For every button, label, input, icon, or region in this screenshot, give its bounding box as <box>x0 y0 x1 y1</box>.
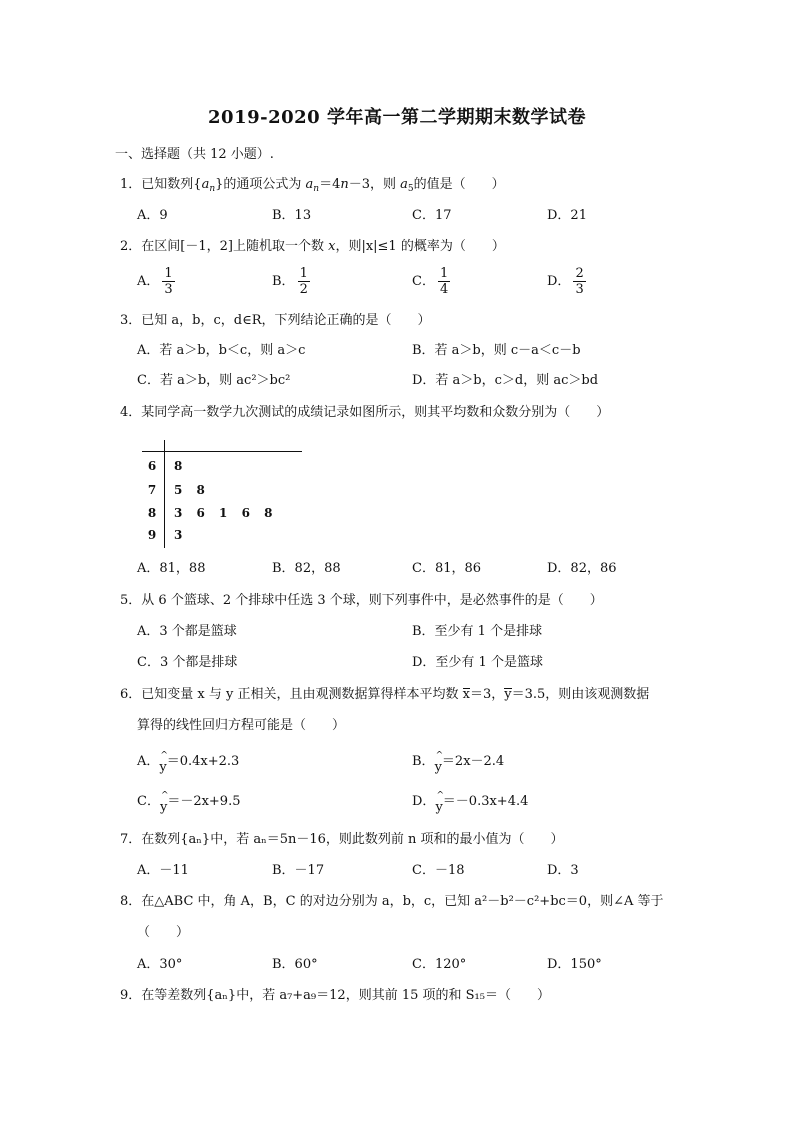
q2-option-d[interactable]: D． $\frac{2}{3}$ <box>547 266 584 297</box>
q3-option-c[interactable]: C．若 a＞b，则 ac²＞bc² <box>137 373 291 388</box>
y-bar: y <box>504 687 512 702</box>
q1-option-c[interactable]: C．17 <box>412 208 452 223</box>
q5-option-a[interactable]: A．3 个都是篮球 <box>137 624 237 639</box>
section-heading: 一、选择题（共 12 小题）. <box>115 147 274 162</box>
q1-option-b[interactable]: B．13 <box>272 208 312 223</box>
fraction: $\frac{1}{4}$ <box>439 266 449 297</box>
q7-option-a[interactable]: A．－11 <box>137 863 189 878</box>
q4-option-d[interactable]: D．82，86 <box>547 561 617 576</box>
question-number: 9． <box>120 988 142 1003</box>
question-9: 9．在等差数列{aₙ}中，若 a₇+a₉＝12，则其前 15 项的和 S₁₅＝（ ） <box>120 988 550 1003</box>
question-2: 2．在区间[－1，2]上随机取一个数 x，则|x|≤1 的概率为（ ） <box>120 239 505 254</box>
question-number: 5． <box>120 593 142 608</box>
question-3: 3．已知 a，b，c，d∈R，下列结论正确的是（ ） <box>120 313 431 328</box>
question-7: 7．在数列{aₙ}中，若 aₙ＝5n－16，则此数列前 n 项和的最小值为（ ） <box>120 832 564 847</box>
q8-option-d[interactable]: D．150° <box>547 957 602 972</box>
question-number: 1． <box>120 177 142 192</box>
plot-vertical-rule <box>164 440 165 548</box>
stem-and-leaf-plot: 6 8 7 5 8 8 3 6 1 6 8 9 3 <box>140 440 310 550</box>
q6-option-c[interactable]: C．^ y＝－2x+9.5 <box>137 792 240 812</box>
x-bar: x <box>462 687 470 702</box>
q8-option-c[interactable]: C．120° <box>412 957 467 972</box>
question-number: 6． <box>120 687 142 702</box>
q6-option-a[interactable]: A．^ y＝0.4x+2.3 <box>137 752 239 772</box>
question-number: 3． <box>120 313 142 328</box>
question-number: 4． <box>120 405 142 420</box>
q3-option-d[interactable]: D．若 a＞b，c＞d，则 ac＞bd <box>412 373 599 388</box>
question-number: 2． <box>120 239 142 254</box>
q1-option-d[interactable]: D．21 <box>547 208 587 223</box>
question-4: 4．某同学高一数学九次测试的成绩记录如图所示，则其平均数和众数分别为（ ） <box>120 405 610 420</box>
question-8: 8．在△ABC 中，角 A，B，C 的对边分别为 a，b，c，已知 a²－b²－c²+bc＝0，则∠A 等于 <box>120 894 664 909</box>
q5-option-c[interactable]: C．3 个都是排球 <box>137 655 238 670</box>
fraction: $\frac{1}{3}$ <box>164 266 173 297</box>
q8-option-b[interactable]: B．60° <box>272 957 318 972</box>
q3-option-a[interactable]: A．若 a＞b，b＜c，则 a＞c <box>137 343 306 358</box>
q7-option-b[interactable]: B．－17 <box>272 863 325 878</box>
q2-option-a[interactable]: A． $\frac{1}{3}$ <box>137 266 173 297</box>
q4-option-a[interactable]: A．81，88 <box>137 561 206 576</box>
q3-option-b[interactable]: B．若 a＞b，则 c－a＜c－b <box>412 343 581 358</box>
q7-option-c[interactable]: C．－18 <box>412 863 465 878</box>
q2-option-c[interactable]: C． $\frac{1}{4}$ <box>412 266 449 297</box>
question-number: 7． <box>120 832 142 847</box>
question-1: 1．已知数列$\{a_n\}$的通项公式为 $a_n=4n-3$，则 $a_5$的值是（ ） <box>120 177 505 194</box>
question-8-line-2: （ ） <box>137 925 190 940</box>
question-6-line-2: 算得的线性回归方程可能是（ ） <box>137 718 346 733</box>
q6-option-d[interactable]: D．^ y＝－0.3x+4.4 <box>412 792 528 812</box>
q5-option-d[interactable]: D．至少有 1 个是篮球 <box>412 655 543 670</box>
q2-option-b[interactable]: B． $\frac{1}{2}$ <box>272 266 308 297</box>
fraction: $\frac{2}{3}$ <box>575 266 584 297</box>
q1-option-a[interactable]: A．9 <box>137 208 168 223</box>
plot-horizontal-rule <box>142 451 302 452</box>
q8-option-a[interactable]: A．30° <box>137 957 183 972</box>
q4-option-b[interactable]: B．82，88 <box>272 561 341 576</box>
q4-option-c[interactable]: C．81，86 <box>412 561 482 576</box>
exam-title: 2019-2020 学年高一第二学期期末数学试卷 <box>208 107 586 128</box>
q6-option-b[interactable]: B．^ y＝2x－2.4 <box>412 752 504 772</box>
question-number: 8． <box>120 894 142 909</box>
q7-option-d[interactable]: D．3 <box>547 863 579 878</box>
question-5: 5．从 6 个篮球、2 个排球中任选 3 个球，则下列事件中，是必然事件的是（ ） <box>120 593 603 608</box>
q5-option-b[interactable]: B．至少有 1 个是排球 <box>412 624 543 639</box>
fraction: $\frac{1}{2}$ <box>299 266 308 297</box>
question-6: 6．已知变量 x 与 y 正相关，且由观测数据算得样本平均数 x＝3，y＝3.5，则由该观测数据 <box>120 687 650 702</box>
